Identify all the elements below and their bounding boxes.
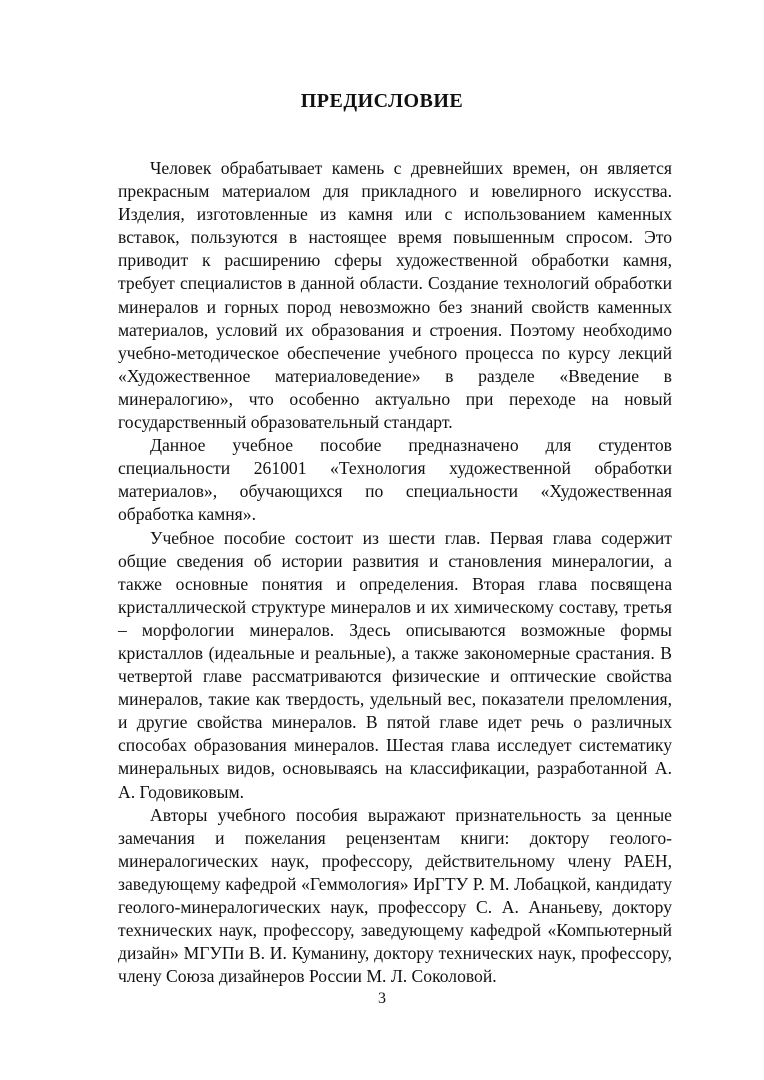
page-number: 3 [378, 990, 386, 1007]
paragraph-intro: Человек обрабатывает камень с древнейших времен, он является прекрасным материалом для прикладного и ювелирного искусства. Изделия, изготовленные из камня или с использованием каменных вставок, пользуются в настоящее время повышенным спросом. Это приводит к расширению сферы художественной обработки камня, требует специалистов в данной области. Создание технологий обработки минералов и горных пород невозможно без знаний свойств каменных материалов, условий их образования и строения. Поэтому необходимо учебно-методическое обеспечение учебного процесса по курсу лекций «Художественное материаловедение» в разделе «Введение в минералогию», что особенно актуально при переходе на новый государственный образовательный стандарт. [118, 158, 672, 433]
preface-body [118, 157, 672, 988]
paragraph-structure: Учебное пособие состоит из шести глав. Первая глава содержит общие сведения об истории развития и становления минералогии, а также основные понятия и определения. Вторая глава посвящена кристаллической структуре минералов и их химическому составу, третья – морфологии минералов. Здесь описываются возможные формы кристаллов (идеальные и реальные), а также закономерные срастания. В четвертой главе рассматриваются физические и оптические свойства минералов, такие как твердость, удельный вес, показатели преломления, и другие свойства минералов. В пятой главе идет речь о различных способах образования минералов. Шестая глава исследует систематику минеральных видов, основываясь на классификации, разработанной А. А. Годовиковым. [118, 527, 672, 802]
paragraph-acknowledgements: Авторы учебного пособия выражают признательность за ценные замечания и пожелания рецензентам книги: доктору геолого-минералогических наук, профессору, действительному члену РАЕН, заведующему кафедрой «Геммология» ИрГТУ Р. М. Лобацкой, кандидату геолого-минералогических наук, профессору С. А. Ананьеву, доктору технических наук, профессору, заведующему кафедрой «Компьютерный дизайн» МГУПи В. И. Куманину, доктору технических наук, профессору, члену Союза дизайнеров России М. Л. Соколовой. [118, 804, 672, 987]
page-title: ПРЕДИСЛОВИЕ [300, 90, 464, 112]
paragraph-audience: Данное учебное пособие предназначено для студентов специальности 261001 «Технология художественной обработки материалов», обучающихся по специальности «Художественная обработка камня». [118, 435, 672, 525]
